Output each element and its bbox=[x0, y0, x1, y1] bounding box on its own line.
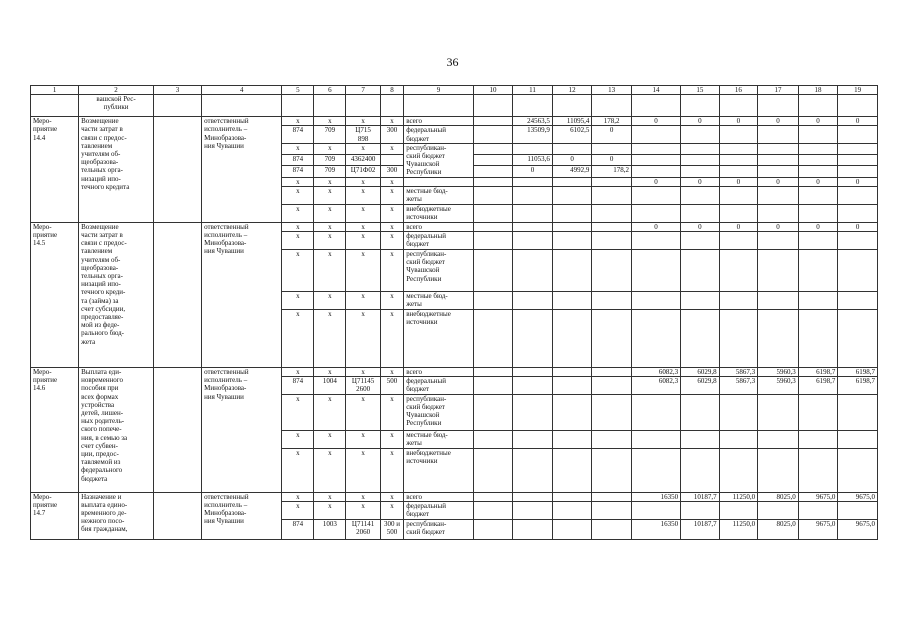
funding-source: местные бюд- жеты bbox=[404, 292, 474, 310]
column-header: 18 bbox=[798, 86, 838, 95]
page-number: 36 bbox=[446, 55, 459, 69]
table-row: Меро- приятие 14.4 Возмещение части затрат в связи с предос- тавлением учителям об- щеобразова- тельных орга- низаций ипо- течного кредита ответственный исполнитель – Минобразова- ния Чувашии x x x x всего 24563,5 11095,4 178,2 0 0 0 0 0 0 bbox=[31, 117, 878, 126]
measure-title: Возмещение части затрат в связи с предос- тавлением учителям об- щеобразова- тельных орга- низаций ипо- течного кредита bbox=[79, 117, 154, 223]
column-header: 15 bbox=[681, 86, 720, 95]
budget-table bbox=[30, 85, 878, 540]
measure-code: Меро- приятие 14.6 bbox=[31, 368, 79, 493]
funding-source: внебюджетные источники bbox=[404, 448, 474, 492]
column-header: 13 bbox=[592, 86, 632, 95]
table-row: x x x x федеральный бюджет bbox=[31, 501, 878, 519]
header-row bbox=[31, 86, 878, 95]
measure-code: Меро- приятие 14.5 bbox=[31, 222, 79, 367]
measure-executor: ответственный исполнитель – Минобразова- ния Чувашии bbox=[202, 222, 282, 367]
table-row: x x x x местные бюд- жеты bbox=[31, 186, 878, 204]
measure-title: Возмещение части затрат в связи с предос- тавлением учителям об- щеобразова- тельных орга- низаций ипо- течного креди- та (займа) за счет субсидии, предоставляе- мой из феде- рального бюд- жета bbox=[79, 222, 154, 367]
measure-executor: ответственный исполнитель – Минобразова- ния Чувашии bbox=[202, 492, 282, 539]
funding-source: всего bbox=[404, 492, 474, 501]
table-row: x x x x внебюджетные источники bbox=[31, 448, 878, 492]
column-header: 12 bbox=[552, 86, 592, 95]
table-row: x x x x 0 0 0 0 0 0 bbox=[31, 177, 878, 186]
funding-source: федеральный бюджет bbox=[404, 126, 474, 143]
measure-executor: ответственный исполнитель – Минобразова- ния Чувашии bbox=[202, 117, 282, 223]
table-row: Меро- приятие 14.6 Выплата еди- новременного пособия при всех формах устройства детей, лишен- ных родитель- ского попече- ния, в семью за счет субвен- ции, предос- тавляемой из федерального бюджета ответственный исполнитель – Минобразова- ния Чувашии x x x x всего 6082,3 6029,8 5867,3 5960,3 6198,7 6198,7 bbox=[31, 368, 878, 377]
measure-code: Меро- приятие 14.7 bbox=[31, 492, 79, 539]
column-header: 8 bbox=[380, 86, 404, 95]
column-header: 16 bbox=[719, 86, 758, 95]
funding-source: республикан- ский бюджет bbox=[404, 519, 474, 539]
column-header: 7 bbox=[346, 86, 380, 95]
funding-source: федеральный бюджет bbox=[404, 232, 474, 250]
measure-executor: ответственный исполнитель – Минобразова- ния Чувашии bbox=[202, 368, 282, 493]
table-row: x x x x местные бюд- жеты bbox=[31, 430, 878, 448]
funding-source: всего bbox=[404, 117, 474, 126]
funding-source: республикан- ский бюджет Чувашской Республики bbox=[404, 394, 474, 430]
table-row: 874 1004 Ц71145 2600 500 федеральный бюджет 6082,3 6029,8 5867,3 5960,3 6198,7 6198,7 bbox=[31, 377, 878, 394]
funding-source: республикан- ский бюджет Чувашской Республики bbox=[404, 250, 474, 292]
continuation-row bbox=[31, 95, 878, 117]
funding-source: федеральный бюджет bbox=[404, 501, 474, 519]
table-row: x x x x внебюджетные источники bbox=[31, 310, 878, 368]
table-row: 874 709 Ц71Ф02 300 0 4992,9 178,2 bbox=[31, 166, 878, 177]
column-header: 19 bbox=[838, 86, 878, 95]
column-header: 9 bbox=[404, 86, 474, 95]
table-row: 874 709 4362400 11053,6 0 0 bbox=[31, 155, 878, 166]
column-header: 2 bbox=[79, 86, 154, 95]
funding-source: всего bbox=[404, 222, 474, 231]
column-header: 11 bbox=[513, 86, 553, 95]
column-header: 1 bbox=[31, 86, 79, 95]
table-row: x x x x республикан- ский бюджет Чувашской Республики bbox=[31, 143, 878, 154]
table-row: 874 1003 Ц71141 2060 300 и 500 республикан- ский бюджет 16350 10187,7 11250,0 8025,0 9675,0 9675,0 bbox=[31, 519, 878, 539]
measure-code: Меро- приятие 14.4 bbox=[31, 117, 79, 223]
table-row: x x x x республикан- ский бюджет Чувашской Республики bbox=[31, 250, 878, 292]
table-row: Меро- приятие 14.7 Назначение и выплата едино- временного де- нежного посо- бия гражданам, ответственный исполнитель – Минобразова- ния Чувашии x x x x всего 16350 10187,7 11250,0 8025,0 9675,0 9675,0 bbox=[31, 492, 878, 501]
column-header: 14 bbox=[631, 86, 680, 95]
measure-title: Выплата еди- новременного пособия при всех формах устройства детей, лишен- ных родитель- ского попече- ния, в семью за счет субвен- ции, предос- тавляемой из федерального бюджета bbox=[79, 368, 154, 493]
funding-source: федеральный бюджет bbox=[404, 377, 474, 394]
column-header: 6 bbox=[314, 86, 346, 95]
column-header: 10 bbox=[473, 86, 513, 95]
funding-source: местные бюд- жеты bbox=[404, 186, 474, 204]
measure-title: Назначение и выплата едино- временного де- нежного посо- бия гражданам, bbox=[79, 492, 154, 539]
continuation-text: вашской Рес- публики bbox=[79, 95, 154, 117]
table-row: x x x x республикан- ский бюджет Чувашской Республики bbox=[31, 394, 878, 430]
table-row: x x x x внебюджетные источники bbox=[31, 204, 878, 222]
funding-source: всего bbox=[404, 368, 474, 377]
table-row: x x x x федеральный бюджет bbox=[31, 232, 878, 250]
funding-source: внебюджетные источники bbox=[404, 310, 474, 368]
table-row: 874 709 Ц715 898 300 федеральный бюджет 13509,9 6102,5 0 bbox=[31, 126, 878, 143]
table-row: Меро- приятие 14.5 Возмещение части затрат в связи с предос- тавлением учителям об- щеобразова- тельных орга- низаций ипо- течного креди- та (займа) за счет субсидии, предоставляе- мой из феде- рального бюд- жета ответственный исполнитель – Минобразова- ния Чувашии x x x x всего 0 0 0 0 0 0 bbox=[31, 222, 878, 231]
funding-source: республикан- ский бюджет Чувашской Республики bbox=[404, 143, 474, 177]
funding-source: внебюджетные источники bbox=[404, 204, 474, 222]
column-header: 3 bbox=[153, 86, 201, 95]
column-header: 4 bbox=[202, 86, 282, 95]
table-row: x x x x местные бюд- жеты bbox=[31, 292, 878, 310]
funding-source: местные бюд- жеты bbox=[404, 430, 474, 448]
column-header: 5 bbox=[282, 86, 314, 95]
column-header: 17 bbox=[758, 86, 799, 95]
